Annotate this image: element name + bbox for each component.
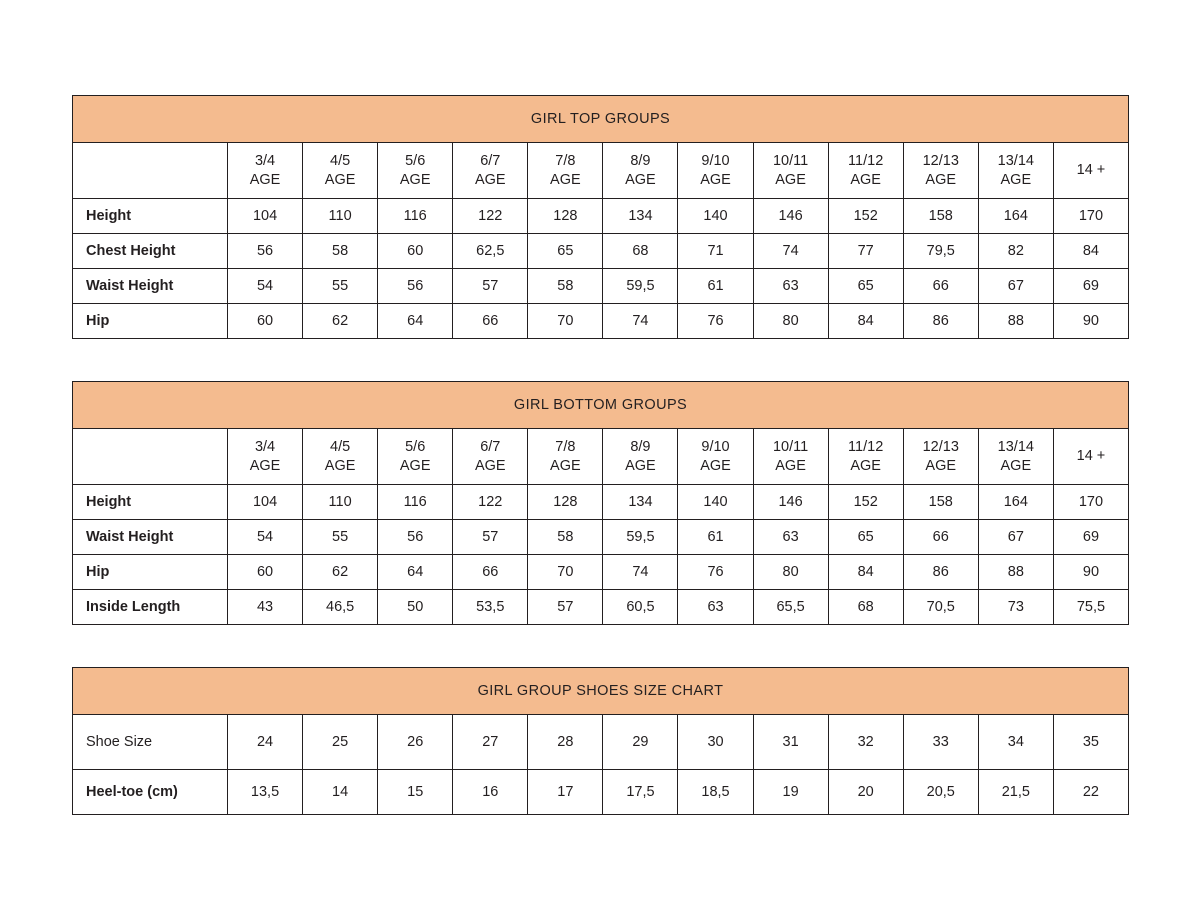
column-header: 4/5 AGE <box>303 143 378 199</box>
table-cell: 82 <box>978 234 1053 269</box>
table-cell: 158 <box>903 199 978 234</box>
table-cell: 64 <box>378 555 453 590</box>
row-label-header <box>73 143 228 199</box>
column-header: 8/9 AGE <box>603 429 678 485</box>
table-cell: 88 <box>978 304 1053 339</box>
column-header: 9/10 AGE <box>678 143 753 199</box>
table-cell: 76 <box>678 304 753 339</box>
column-header: 14 + <box>1053 143 1128 199</box>
table-row <box>73 590 1129 625</box>
row-label: Height <box>73 199 228 234</box>
table-cell: 65,5 <box>753 590 828 625</box>
table-title: GIRL BOTTOM GROUPS <box>73 382 1129 429</box>
table-cell: 104 <box>228 485 303 520</box>
table-cell: 67 <box>978 520 1053 555</box>
table-cell: 70,5 <box>903 590 978 625</box>
table-cell: 60 <box>228 304 303 339</box>
table-cell: 128 <box>528 199 603 234</box>
table-cell: 116 <box>378 485 453 520</box>
row-label: Inside Length <box>73 590 228 625</box>
table-cell: 29 <box>603 715 678 770</box>
table-cell: 35 <box>1053 715 1128 770</box>
table-cell: 122 <box>453 485 528 520</box>
table-cell: 84 <box>828 555 903 590</box>
column-header: 3/4 AGE <box>228 143 303 199</box>
table-cell: 62,5 <box>453 234 528 269</box>
table-cell: 170 <box>1053 485 1128 520</box>
table-row <box>73 269 1129 304</box>
column-header: 5/6 AGE <box>378 143 453 199</box>
column-header: 12/13 AGE <box>903 143 978 199</box>
table-cell: 110 <box>303 199 378 234</box>
column-header: 11/12 AGE <box>828 143 903 199</box>
table-cell: 84 <box>828 304 903 339</box>
table-cell: 66 <box>453 304 528 339</box>
table-cell: 66 <box>903 269 978 304</box>
table-cell: 13,5 <box>228 770 303 815</box>
table-row <box>73 770 1129 815</box>
table-cell: 15 <box>378 770 453 815</box>
table-cell: 140 <box>678 199 753 234</box>
girl-bottom-groups-table <box>72 381 1129 625</box>
table-header-row <box>73 429 1129 485</box>
table-cell: 17,5 <box>603 770 678 815</box>
column-header: 5/6 AGE <box>378 429 453 485</box>
column-header: 9/10 AGE <box>678 429 753 485</box>
table-cell: 90 <box>1053 555 1128 590</box>
column-header: 14 + <box>1053 429 1128 485</box>
table-title-row <box>73 96 1129 143</box>
row-label-header <box>73 429 228 485</box>
table-title: GIRL GROUP SHOES SIZE CHART <box>73 668 1129 715</box>
column-header: 10/11 AGE <box>753 429 828 485</box>
table-cell: 65 <box>828 269 903 304</box>
table-cell: 31 <box>753 715 828 770</box>
column-header: 7/8 AGE <box>528 143 603 199</box>
table-cell: 164 <box>978 485 1053 520</box>
table-cell: 63 <box>753 520 828 555</box>
row-label: Shoe Size <box>73 715 228 770</box>
table-row <box>73 520 1129 555</box>
table-cell: 60 <box>228 555 303 590</box>
table-cell: 56 <box>228 234 303 269</box>
table-cell: 58 <box>303 234 378 269</box>
table-cell: 68 <box>603 234 678 269</box>
table-cell: 65 <box>528 234 603 269</box>
table-cell: 26 <box>378 715 453 770</box>
table-cell: 61 <box>678 520 753 555</box>
column-header: 11/12 AGE <box>828 429 903 485</box>
girl-shoes-size-chart-table <box>72 667 1129 815</box>
table-row <box>73 199 1129 234</box>
table-cell: 69 <box>1053 520 1128 555</box>
table-cell: 16 <box>453 770 528 815</box>
table-cell: 158 <box>903 485 978 520</box>
table-cell: 71 <box>678 234 753 269</box>
column-header: 13/14 AGE <box>978 143 1053 199</box>
table-cell: 62 <box>303 555 378 590</box>
table-cell: 164 <box>978 199 1053 234</box>
table-cell: 46,5 <box>303 590 378 625</box>
table-cell: 28 <box>528 715 603 770</box>
table-cell: 58 <box>528 520 603 555</box>
table-cell: 57 <box>453 520 528 555</box>
column-header: 6/7 AGE <box>453 143 528 199</box>
table-cell: 74 <box>603 304 678 339</box>
table-cell: 22 <box>1053 770 1128 815</box>
table-cell: 56 <box>378 520 453 555</box>
table-cell: 60 <box>378 234 453 269</box>
table-cell: 32 <box>828 715 903 770</box>
row-label: Chest Height <box>73 234 228 269</box>
table-cell: 19 <box>753 770 828 815</box>
table-cell: 66 <box>453 555 528 590</box>
column-header: 10/11 AGE <box>753 143 828 199</box>
table-title: GIRL TOP GROUPS <box>73 96 1129 143</box>
column-header: 4/5 AGE <box>303 429 378 485</box>
table-cell: 20,5 <box>903 770 978 815</box>
table-cell: 73 <box>978 590 1053 625</box>
table-cell: 90 <box>1053 304 1128 339</box>
row-label: Height <box>73 485 228 520</box>
table-cell: 116 <box>378 199 453 234</box>
table-cell: 79,5 <box>903 234 978 269</box>
table-cell: 80 <box>753 555 828 590</box>
table-cell: 110 <box>303 485 378 520</box>
table-cell: 59,5 <box>603 269 678 304</box>
table-cell: 170 <box>1053 199 1128 234</box>
table-cell: 68 <box>828 590 903 625</box>
table-cell: 17 <box>528 770 603 815</box>
table-cell: 66 <box>903 520 978 555</box>
girl-top-groups-table <box>72 95 1129 339</box>
table-cell: 75,5 <box>1053 590 1128 625</box>
table-cell: 140 <box>678 485 753 520</box>
column-header: 8/9 AGE <box>603 143 678 199</box>
table-header-row <box>73 143 1129 199</box>
table-cell: 134 <box>603 199 678 234</box>
row-label: Hip <box>73 555 228 590</box>
table-row <box>73 304 1129 339</box>
table-cell: 55 <box>303 520 378 555</box>
table-cell: 21,5 <box>978 770 1053 815</box>
table-cell: 56 <box>378 269 453 304</box>
table-cell: 27 <box>453 715 528 770</box>
table-cell: 18,5 <box>678 770 753 815</box>
table-title-row <box>73 382 1129 429</box>
table-row <box>73 234 1129 269</box>
row-label: Waist Height <box>73 520 228 555</box>
table-cell: 24 <box>228 715 303 770</box>
table-cell: 63 <box>753 269 828 304</box>
table-cell: 33 <box>903 715 978 770</box>
table-row <box>73 715 1129 770</box>
column-header: 13/14 AGE <box>978 429 1053 485</box>
table-cell: 50 <box>378 590 453 625</box>
table-cell: 86 <box>903 304 978 339</box>
table-cell: 67 <box>978 269 1053 304</box>
table-cell: 146 <box>753 199 828 234</box>
table-cell: 25 <box>303 715 378 770</box>
table-cell: 57 <box>528 590 603 625</box>
table-cell: 64 <box>378 304 453 339</box>
table-cell: 62 <box>303 304 378 339</box>
table-cell: 30 <box>678 715 753 770</box>
table-cell: 152 <box>828 485 903 520</box>
table-row <box>73 555 1129 590</box>
table-cell: 60,5 <box>603 590 678 625</box>
table-cell: 80 <box>753 304 828 339</box>
table-cell: 54 <box>228 520 303 555</box>
table-cell: 59,5 <box>603 520 678 555</box>
table-cell: 54 <box>228 269 303 304</box>
table-cell: 76 <box>678 555 753 590</box>
row-label: Heel-toe (cm) <box>73 770 228 815</box>
table-cell: 70 <box>528 304 603 339</box>
table-cell: 34 <box>978 715 1053 770</box>
column-header: 6/7 AGE <box>453 429 528 485</box>
table-cell: 14 <box>303 770 378 815</box>
table-cell: 88 <box>978 555 1053 590</box>
row-label: Hip <box>73 304 228 339</box>
table-cell: 43 <box>228 590 303 625</box>
table-cell: 128 <box>528 485 603 520</box>
column-header: 7/8 AGE <box>528 429 603 485</box>
table-cell: 53,5 <box>453 590 528 625</box>
table-cell: 70 <box>528 555 603 590</box>
table-cell: 61 <box>678 269 753 304</box>
table-cell: 58 <box>528 269 603 304</box>
table-cell: 84 <box>1053 234 1128 269</box>
column-header: 12/13 AGE <box>903 429 978 485</box>
table-cell: 20 <box>828 770 903 815</box>
table-cell: 122 <box>453 199 528 234</box>
table-cell: 146 <box>753 485 828 520</box>
table-cell: 55 <box>303 269 378 304</box>
table-cell: 74 <box>603 555 678 590</box>
table-cell: 77 <box>828 234 903 269</box>
row-label: Waist Height <box>73 269 228 304</box>
table-title-row <box>73 668 1129 715</box>
table-cell: 57 <box>453 269 528 304</box>
table-cell: 65 <box>828 520 903 555</box>
table-cell: 69 <box>1053 269 1128 304</box>
table-cell: 86 <box>903 555 978 590</box>
table-cell: 74 <box>753 234 828 269</box>
table-cell: 63 <box>678 590 753 625</box>
table-row <box>73 485 1129 520</box>
table-cell: 152 <box>828 199 903 234</box>
table-cell: 104 <box>228 199 303 234</box>
table-cell: 134 <box>603 485 678 520</box>
column-header: 3/4 AGE <box>228 429 303 485</box>
